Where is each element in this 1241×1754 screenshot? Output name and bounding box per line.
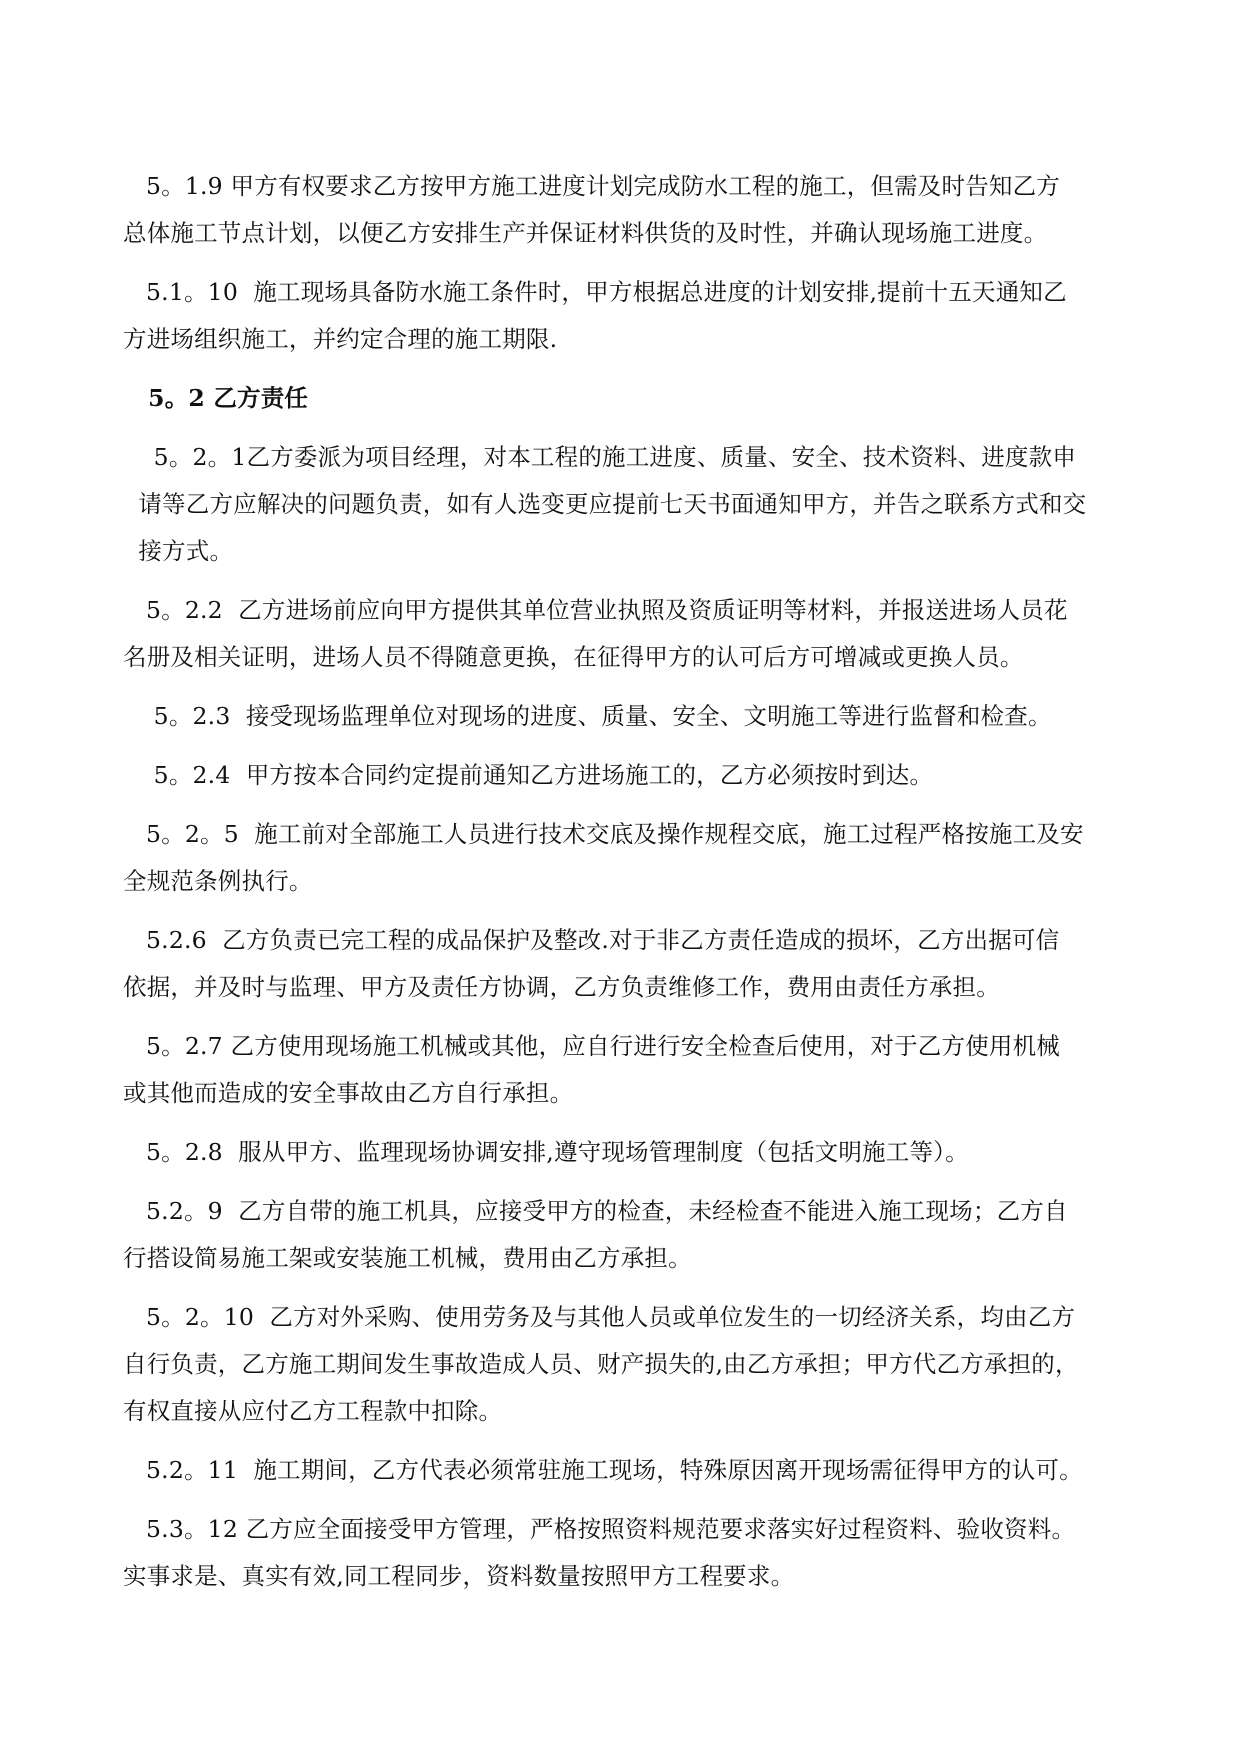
text-line: 5。2。1乙方委派为项目经理，对本工程的施工进度、质量、安全、技术资料、进度款申 (123, 443, 1077, 471)
paragraph-spacer (123, 740, 1128, 752)
clause-paragraph (123, 1294, 1128, 1435)
text-line: 全规范条例执行。 (123, 867, 313, 895)
paragraph-spacer (123, 681, 1128, 693)
clause-paragraph (123, 434, 1128, 575)
paragraph-spacer (123, 1282, 1128, 1294)
paragraph-spacer (123, 1494, 1128, 1506)
text-line: 5.3。12 乙方应全面接受甲方管理，严格按照资料规范要求落实好过程资料、验收资料。 (123, 1515, 1076, 1543)
paragraph-spacer (123, 422, 1128, 434)
paragraph-spacer (123, 1176, 1128, 1188)
paragraph-spacer (123, 1011, 1128, 1023)
text-line: 自行负责，乙方施工期间发生事故造成人员、财产损失的,由乙方承担；甲方代乙方承担的， (123, 1350, 1079, 1378)
text-line: 有权直接从应付乙方工程款中扣除。 (123, 1397, 503, 1425)
text-line: 5。2。5 施工前对全部施工人员进行技术交底及操作规程交底，施工过程严格按施工及安 (123, 820, 1084, 848)
clause-paragraph (123, 752, 1128, 799)
clause-paragraph (123, 1188, 1128, 1282)
clause-paragraph (123, 587, 1128, 681)
text-line: 依据，并及时与监理、甲方及责任方协调，乙方负责维修工作，费用由责任方承担。 (123, 973, 1000, 1001)
clause-paragraph (123, 917, 1128, 1011)
clause-paragraph (123, 811, 1128, 905)
clause-paragraph (123, 1447, 1128, 1494)
clause-paragraph (123, 693, 1128, 740)
text-line: 行搭设简易施工架或安装施工机械，费用由乙方承担。 (123, 1244, 692, 1272)
clause-paragraph (123, 1023, 1128, 1117)
document-body (123, 163, 1128, 1600)
paragraph-spacer (123, 363, 1128, 375)
text-line: 5。2.7 乙方使用现场施工机械或其他，应自行进行安全检查后使用，对于乙方使用机械 (123, 1032, 1061, 1060)
text-line: 实事求是、真实有效,同工程同步，资料数量按照甲方工程要求。 (123, 1562, 795, 1590)
paragraph-spacer (123, 575, 1128, 587)
text-line: 5。2.4 甲方按本合同约定提前通知乙方进场施工的，乙方必须按时到达。 (123, 761, 934, 789)
text-line: 5.2。11 施工期间，乙方代表必须常驻施工现场，特殊原因离开现场需征得甲方的认可。 (123, 1456, 1083, 1484)
text-line: 5。2.3 接受现场监理单位对现场的进度、质量、安全、文明施工等进行监督和检查。 (123, 702, 1052, 730)
text-line: 5。1.9 甲方有权要求乙方按甲方施工进度计划完成防水工程的施工，但需及时告知乙方 (123, 172, 1061, 200)
clause-paragraph (123, 1129, 1128, 1176)
text-line: 方进场组织施工，并约定合理的施工期限. (123, 325, 558, 353)
section-heading (123, 375, 1128, 422)
paragraph-spacer (123, 905, 1128, 917)
text-line: 5。2.8 服从甲方、监理现场协调安排,遵守现场管理制度（包括文明施工等）。 (123, 1138, 969, 1166)
text-line: 接方式。 (123, 537, 234, 565)
paragraph-spacer (123, 257, 1128, 269)
text-line: 5.2。9 乙方自带的施工机具，应接受甲方的检查，未经检查不能进入施工现场；乙方自 (123, 1197, 1068, 1225)
text-line: 请等乙方应解决的问题负责，如有人选变更应提前七天书面通知甲方，并告之联系方式和交 (123, 490, 1087, 518)
clause-paragraph (123, 163, 1128, 257)
text-line: 名册及相关证明，进场人员不得随意更换，在征得甲方的认可后方可增减或更换人员。 (123, 643, 1024, 671)
paragraph-spacer (123, 1117, 1128, 1129)
clause-paragraph (123, 1506, 1128, 1600)
text-line: 或其他而造成的安全事故由乙方自行承担。 (123, 1079, 574, 1107)
text-line: 5。2。10 乙方对外采购、使用劳务及与其他人员或单位发生的一切经济关系，均由乙方 (123, 1303, 1076, 1331)
text-line: 5.2.6 乙方负责已完工程的成品保护及整改.对于非乙方责任造成的损坏，乙方出据可信 (123, 926, 1060, 954)
paragraph-spacer (123, 1435, 1128, 1447)
paragraph-spacer (123, 799, 1128, 811)
text-line: 5.1。10 施工现场具备防水施工条件时，甲方根据总进度的计划安排,提前十五天通知乙 (123, 278, 1067, 306)
text-line: 总体施工节点计划，以便乙方安排生产并保证材料供货的及时性，并确认现场施工进度。 (123, 219, 1048, 247)
text-line: 5。2 乙方责任 (123, 384, 309, 412)
clause-paragraph (123, 269, 1128, 363)
text-line: 5。2.2 乙方进场前应向甲方提供其单位营业执照及资质证明等材料，并报送进场人员花 (123, 596, 1068, 624)
